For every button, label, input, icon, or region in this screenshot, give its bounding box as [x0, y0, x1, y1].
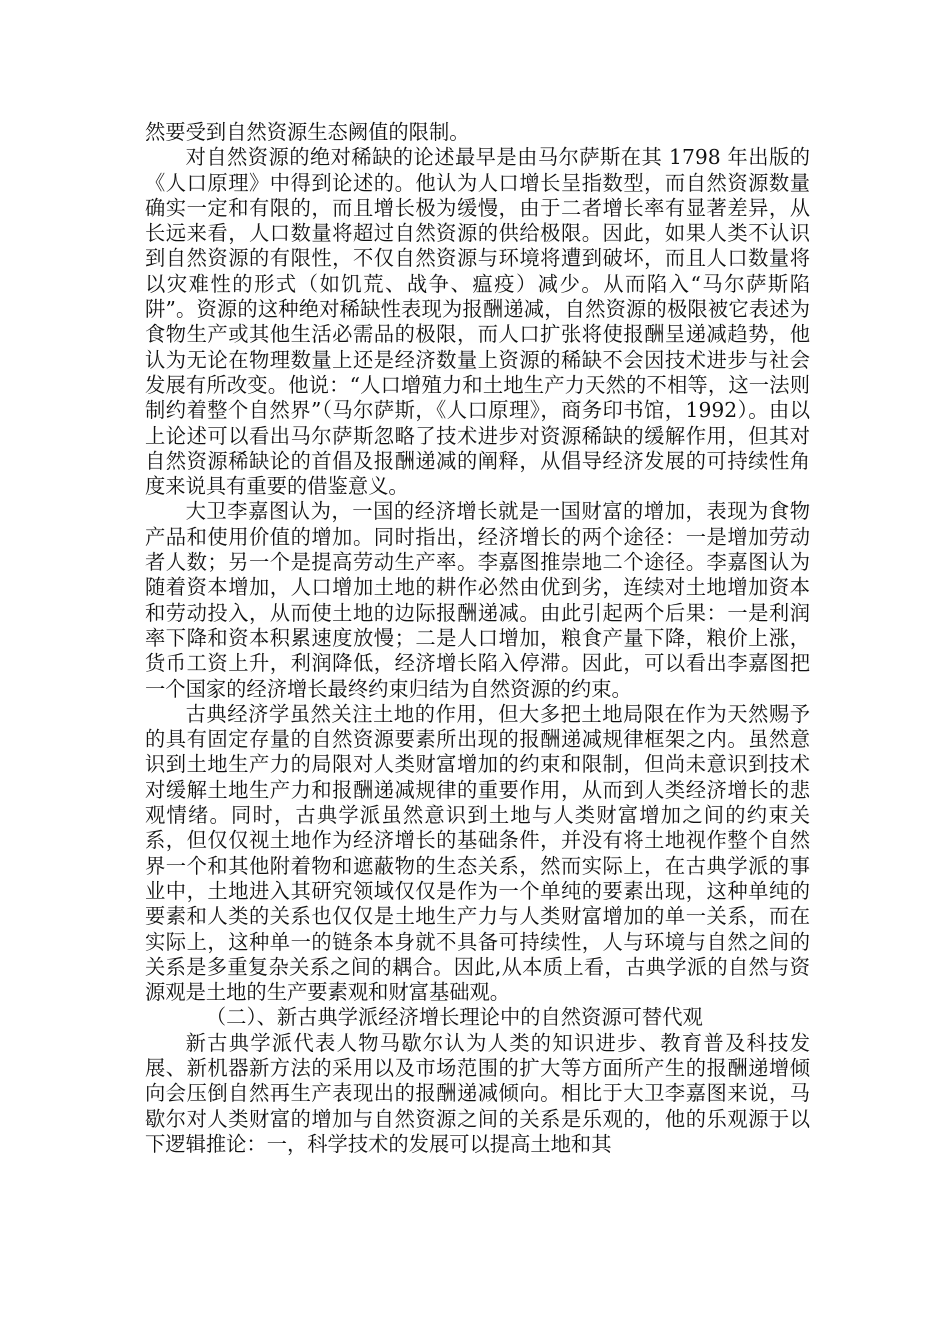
paragraph-classical-economics: 古典经济学虽然关注土地的作用，但大多把土地局限在作为天然赐予的具有固定存量的自然资源要素所出现的报酬递减规律框架之内。虽然意识到土地生产力的局限对人类财富增加的约束和限制，但尚未意识到技术对缓解土地生产力和报酬递减规律的重要作用，从而到人类经济增长的悲观情绪。同时，古典学派虽然意识到土地与人类财富增加之间的约束关系，但仅仅视土地作为经济增长的基础条件，并没有将土地视作整个自然界一个和其他附着物和遮蔽物的生态关系，然而实际上，在古典学派的事业中，土地进入其研究领域仅仅是作为一个单纯的要素出现，这种单纯的要素和人类的关系也仅仅是土地生产力与人类财富增加的单一关系，而在实际上，这种单一的链条本身就不具备可持续性，人与环境与自然之间的关系是多重复杂关系之间的耦合。因此,从本质上看，古典学派的自然与资源观是土地的生产要素观和财富基础观。 [145, 701, 810, 1005]
section-heading: （二）、新古典学派经济增长理论中的自然资源可替代观 [205, 1005, 703, 1030]
paragraph-malthus: 对自然资源的绝对稀缺的论述最早是由马尔萨斯在其 1798 年出版的《人口原理》中得到论述的。他认为人口增长呈指数型，而自然资源数量确实一定和有限的，而且增长极为缓慢，由于二者增长率有显著差异，从长远来看，人口数量将超过自然资源的供给极限。因此，如果人类不认识到自然资源的有限性，不仅自然资源与环境将遭到破坏，而且人口数量将以灾难性的形式（如饥荒、战争、瘟疫）减少。从而陷入“马尔萨斯陷阱”。资源的这种绝对稀缺性表现为报酬递减，自然资源的极限被它表述为食物生产或其他生活必需品的极限，而人口扩张将使报酬呈递减趋势，他认为无论在物理数量上还是经济数量上资源的稀缺不会因技术进步与社会发展有所改变。他说：“人口增殖力和土地生产力天然的不相等，这一法则制约着整个自然界”（马尔萨斯，《人口原理》，商务印书馆，1992）。由以上论述可以看出马尔萨斯忽略了技术进步对资源稀缺的缓解作用，但其对自然资源稀缺论的首倡及报酬递减的阐释，从倡导经济发展的可持续性角度来说具有重要的借鉴意义。 [145, 145, 810, 499]
paragraph-marshall: 新古典学派代表人物马歇尔认为人类的知识进步、教育普及科技发展、新机器新方法的采用以及市场范围的扩大等方面所产生的报酬递增倾向会压倒自然再生产表现出的报酬递减倾向。相比于大卫李嘉图来说，马歇尔对人类财富的增加与自然资源之间的关系是乐观的，他的乐观源于以下逻辑推论：一，科学技术的发展可以提高土地和其 [145, 1030, 810, 1156]
paragraph-ricardo: 大卫李嘉图认为，一国的经济增长就是一国财富的增加，表现为食物产品和使用价值的增加。同时指出，经济增长的两个途径：一是增加劳动者人数；另一个是提高劳动生产率。李嘉图推崇地二个途径。李嘉图认为随着资本增加，人口增加土地的耕作必然由优到劣，连续对土地增加资本和劳动投入，从而使土地的边际报酬递减。由此引起两个后果：一是利润率下降和资本积累速度放慢；二是人口增加，粮食产量下降，粮价上涨，货币工资上升，利润降低，经济增长陷入停滞。因此，可以看出李嘉图把一个国家的经济增长最终约束归结为自然资源的约束。 [145, 499, 810, 701]
paragraph-continuation: 然要受到自然资源生态阙值的限制。 [145, 120, 470, 144]
body-text [145, 120, 810, 1157]
